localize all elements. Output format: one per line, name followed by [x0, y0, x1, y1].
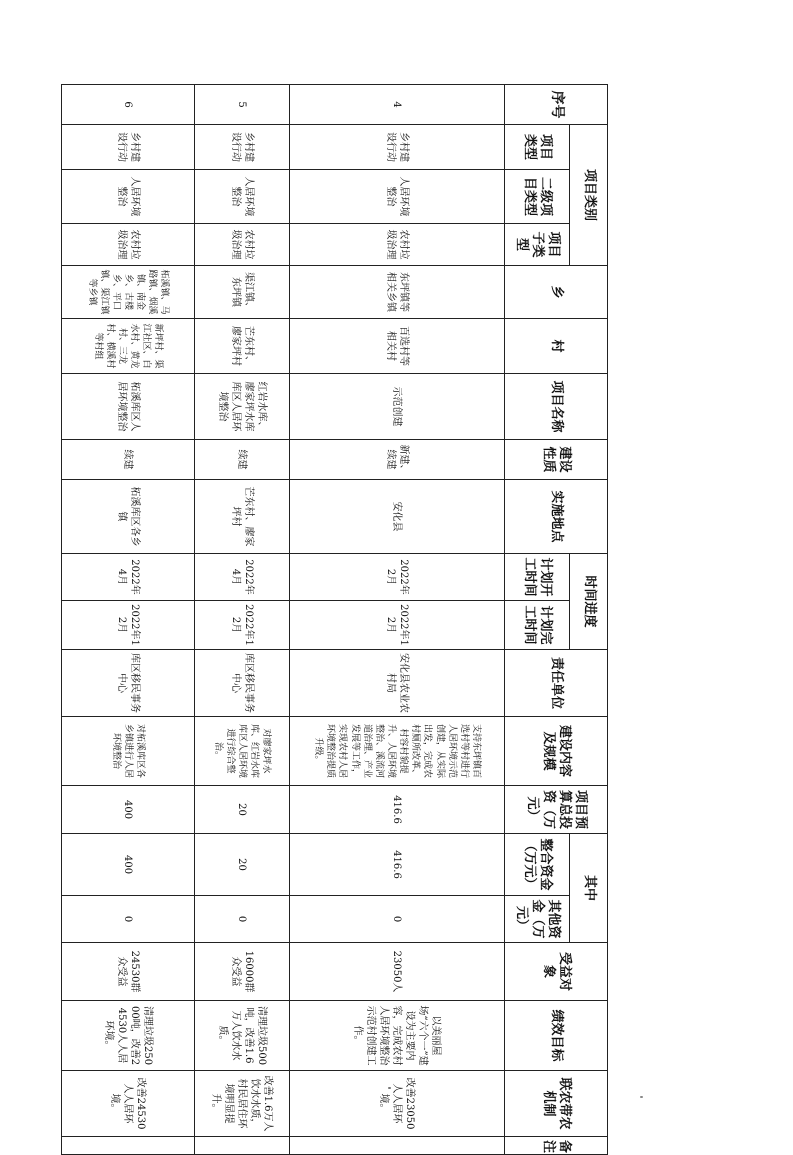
cell-performance-target: 清理垃圾500吨，改善1.6万人饮水水质。 — [195, 1001, 290, 1071]
header-beneficiaries: 受益对象 — [505, 943, 608, 1001]
cell-integrated-funds: 416.6 — [290, 834, 505, 896]
cell-village: 新坪村、渠江社区、白水村、黄龙村、三龙村、横溪村等村组 — [62, 319, 195, 374]
cell-sub-type: 农村垃圾治理 — [195, 224, 290, 266]
cell-responsible-unit: 库区移民事务中心 — [62, 650, 195, 717]
cell-linkage-mechanism: 改善1.6万人饮水水质，村民居住环境明显提升。 — [195, 1071, 290, 1137]
cell-planned-start: 2022年4月 — [62, 554, 195, 601]
cell-location: 柘溪库区各乡镇 — [62, 480, 195, 554]
header-project-type: 项目类型 — [505, 125, 570, 170]
header-linkage-mechanism: 联农带农机制 — [505, 1071, 608, 1137]
cell-linkage-mechanism: 改善23050人人居环境。 — [290, 1071, 505, 1137]
cell-seq: 6 — [62, 85, 195, 125]
cell-sub-type: 农村垃圾治理 — [290, 224, 505, 266]
header-responsible-unit: 责任单位 — [505, 650, 608, 717]
header-secondary-type: 二级项目类型 — [505, 170, 570, 224]
header-schedule: 时间进度 — [570, 554, 608, 650]
header-remarks: 备注 — [505, 1137, 608, 1155]
scan-speck — [640, 1096, 643, 1098]
cell-planned-end: 2022年12月 — [290, 601, 505, 650]
cell-village: 芒东村、廖家坪村 — [195, 319, 290, 374]
cell-planned-end: 2022年12月 — [195, 601, 290, 650]
cell-beneficiaries: 23050人 — [290, 943, 505, 1001]
cell-integrated-funds: 20 — [195, 834, 290, 896]
header-integrated-funds: 整合资金（万元） — [505, 834, 570, 896]
cell-performance-target: 清理垃圾25000吨，改善24530人人居环境。 — [62, 1001, 195, 1071]
header-content-scale: 建设内容及规模 — [505, 717, 608, 786]
cell-village: 百选村等相关村 — [290, 319, 505, 374]
header-planned-end: 计划完工时间 — [505, 601, 570, 650]
header-budget-total: 项目预算总投资（万元） — [505, 786, 608, 834]
cell-project-name: 示范创建 — [290, 374, 505, 440]
cell-project-type: 乡村建设行动 — [290, 125, 505, 170]
cell-content-scale: 支持东坪镇百选村等村进行人居环境示范创建，从实际出发，完成农村厕所改革、村容村貌提升、人居环境整治、溪流河道治理、产业发展等工作，实现农村人居环境整治提质升级。 — [290, 717, 505, 786]
cell-sub-type: 农村垃圾治理 — [62, 224, 195, 266]
cell-remarks — [290, 1137, 505, 1155]
header-construction-nature: 建设性质 — [505, 440, 608, 480]
cell-construction-nature: 续建 — [62, 440, 195, 480]
cell-construction-nature: 新建、续建 — [290, 440, 505, 480]
cell-location: 安化县 — [290, 480, 505, 554]
header-of-which: 其中 — [570, 834, 608, 943]
cell-other-funds: 0 — [62, 896, 195, 943]
cell-township: 东坪镇等相关乡镇 — [290, 266, 505, 319]
cell-remarks — [195, 1137, 290, 1155]
cell-planned-end: 2022年12月 — [62, 601, 195, 650]
cell-township: 柘溪镇、马路镇、烟溪镇、南金乡、古楼乡、平口镇、渠江镇等乡镇 — [62, 266, 195, 319]
cell-integrated-funds: 400 — [62, 834, 195, 896]
cell-project-name: 红岩水库、廖家坪水库库区人居环境整治 — [195, 374, 290, 440]
table-row — [195, 85, 290, 1155]
cell-content-scale: 对柘溪库区各乡镇进行人居环境整治 — [62, 717, 195, 786]
table-row — [62, 85, 195, 1155]
cell-remarks — [62, 1137, 195, 1155]
cell-budget-total: 416.6 — [290, 786, 505, 834]
cell-linkage-mechanism: 改善24530人人居环境。 — [62, 1071, 195, 1137]
table-row — [290, 85, 505, 1155]
project-table — [61, 84, 608, 1155]
cell-responsible-unit: 安化县农业农村局 — [290, 650, 505, 717]
header-seq: 序号 — [505, 85, 608, 125]
header-project-name: 项目名称 — [505, 374, 608, 440]
cell-project-name: 柘溪库区人居环境整治 — [62, 374, 195, 440]
cell-planned-start: 2022年2月 — [290, 554, 505, 601]
cell-responsible-unit: 库区移民事务中心 — [195, 650, 290, 717]
rotated-table-frame — [86, 84, 608, 1154]
cell-other-funds: 0 — [290, 896, 505, 943]
scan-speck — [388, 1087, 391, 1089]
header-planned-start: 计划开工时间 — [505, 554, 570, 601]
cell-secondary-type: 人居环境整治 — [195, 170, 290, 224]
cell-secondary-type: 人居环境整治 — [62, 170, 195, 224]
cell-seq: 5 — [195, 85, 290, 125]
cell-construction-nature: 续建 — [195, 440, 290, 480]
cell-project-type: 乡村建设行动 — [62, 125, 195, 170]
header-location: 实施地点 — [505, 480, 608, 554]
cell-content-scale: 对廖家坪水库、红岩水库库区人居环境进行综合整治。 — [195, 717, 290, 786]
cell-project-type: 乡村建设行动 — [195, 125, 290, 170]
cell-performance-target: 以美丽屋场“六个一”建设为主要内容，完成农村人居环境整治示范村创建工作。 — [290, 1001, 505, 1071]
header-village: 村 — [505, 319, 608, 374]
cell-township: 渠江镇、东坪镇 — [195, 266, 290, 319]
cell-planned-start: 2022年4月 — [195, 554, 290, 601]
cell-beneficiaries: 16000群众受益 — [195, 943, 290, 1001]
cell-budget-total: 20 — [195, 786, 290, 834]
header-other-funds: 其他资金（万元） — [505, 896, 570, 943]
cell-secondary-type: 人居环境整治 — [290, 170, 505, 224]
header-sub-type: 项目子类型 — [505, 224, 570, 266]
cell-other-funds: 0 — [195, 896, 290, 943]
header-performance-target: 绩效目标 — [505, 1001, 608, 1071]
header-township: 乡 — [505, 266, 608, 319]
header-project-category: 项目类别 — [570, 125, 608, 266]
cell-beneficiaries: 24530群众受益 — [62, 943, 195, 1001]
cell-seq: 4 — [290, 85, 505, 125]
cell-location: 芒东村、廖家坪村 — [195, 480, 290, 554]
cell-budget-total: 400 — [62, 786, 195, 834]
